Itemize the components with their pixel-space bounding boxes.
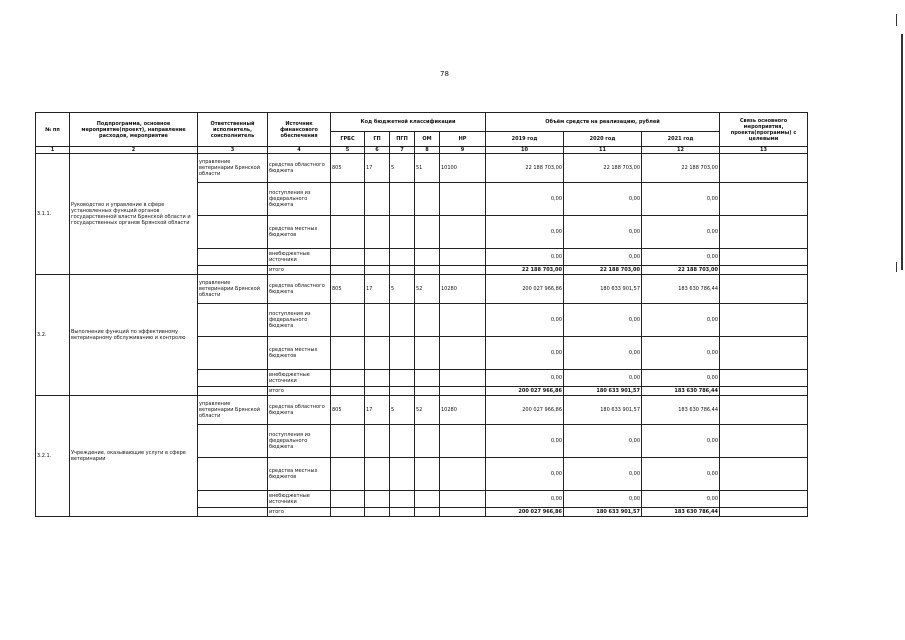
amount-2020: 0,00 (564, 491, 642, 508)
code-om: 52 (415, 275, 440, 304)
code-pgp (390, 425, 415, 458)
code-nr (440, 304, 486, 337)
responsible-executor-empty (198, 491, 268, 508)
code-pgp (390, 183, 415, 216)
column-number: 13 (720, 147, 808, 154)
responsible-executor: управление ветеринарии Брянской области (198, 275, 268, 304)
responsible-executor-empty (198, 304, 268, 337)
amount-2021: 0,00 (642, 491, 720, 508)
code-om: 51 (415, 154, 440, 183)
activity-name: Учреждение, оказывающие услуги в сфере ветеринарии (70, 396, 198, 517)
header-pgp: ПГП (390, 132, 415, 147)
code-gp (365, 249, 390, 266)
table-row-regional (36, 275, 808, 304)
amount-2021: 0,00 (642, 458, 720, 491)
link-to-targets (720, 304, 808, 337)
link-to-targets (720, 216, 808, 249)
code-grbs (331, 491, 365, 508)
responsible-executor-empty (198, 458, 268, 491)
funding-source: итого (268, 266, 331, 275)
link-to-targets (720, 458, 808, 491)
amount-2020: 180 633 901,57 (564, 396, 642, 425)
code-om (415, 425, 440, 458)
link-to-targets (720, 275, 808, 304)
code-pgp (390, 216, 415, 249)
code-om (415, 304, 440, 337)
amount-2020: 0,00 (564, 249, 642, 266)
code-om (415, 266, 440, 275)
header-num: № пп (36, 113, 70, 147)
code-nr (440, 491, 486, 508)
code-om (415, 508, 440, 517)
amount-2021: 183 630 786,44 (642, 508, 720, 517)
table-row-regional (36, 154, 808, 183)
amount-2020: 22 188 703,00 (564, 266, 642, 275)
code-grbs: 805 (331, 396, 365, 425)
code-pgp (390, 249, 415, 266)
code-pgp (390, 337, 415, 370)
funding-source: поступления из федерального бюджета (268, 425, 331, 458)
header-responsible: Ответственный исполнитель, соисполнитель (198, 113, 268, 147)
funding-source: средства местных бюджетов (268, 337, 331, 370)
header-2021: 2021 год (642, 132, 720, 147)
amount-2019: 200 027 966,86 (486, 387, 564, 396)
code-grbs (331, 508, 365, 517)
column-number: 5 (331, 147, 365, 154)
amount-2021: 0,00 (642, 216, 720, 249)
responsible-executor: управление ветеринарии Брянской области (198, 396, 268, 425)
header-2020: 2020 год (564, 132, 642, 147)
code-grbs (331, 337, 365, 370)
code-grbs (331, 183, 365, 216)
code-grbs (331, 304, 365, 337)
code-nr: 10280 (440, 275, 486, 304)
header-row-1 (36, 113, 808, 132)
responsible-executor-empty (198, 508, 268, 517)
code-pgp (390, 370, 415, 387)
code-gp: 17 (365, 396, 390, 425)
amount-2021: 0,00 (642, 249, 720, 266)
link-to-targets (720, 425, 808, 458)
amount-2021: 22 188 703,00 (642, 154, 720, 183)
code-nr (440, 508, 486, 517)
code-om (415, 491, 440, 508)
code-gp (365, 266, 390, 275)
code-om (415, 249, 440, 266)
column-number-row (36, 147, 808, 154)
funding-source: итого (268, 387, 331, 396)
header-gp: ГП (365, 132, 390, 147)
column-number: 6 (365, 147, 390, 154)
funding-source: средства областного бюджета (268, 396, 331, 425)
code-grbs (331, 370, 365, 387)
scan-edge-mark-right (901, 34, 903, 270)
column-number: 11 (564, 147, 642, 154)
row-number: 3.2.1. (36, 396, 70, 517)
code-gp (365, 370, 390, 387)
funding-source: средства областного бюджета (268, 275, 331, 304)
header-program: Подпрограмма, основное мероприятие(проект), направление расходов, мероприятие (70, 113, 198, 147)
code-nr (440, 387, 486, 396)
responsible-executor-empty (198, 337, 268, 370)
column-number: 10 (486, 147, 564, 154)
code-om (415, 370, 440, 387)
responsible-executor-empty (198, 249, 268, 266)
funding-source: внебюджетные источники (268, 370, 331, 387)
code-pgp (390, 508, 415, 517)
amount-2020: 0,00 (564, 458, 642, 491)
code-om (415, 387, 440, 396)
column-number: 12 (642, 147, 720, 154)
link-to-targets (720, 491, 808, 508)
amount-2020: 0,00 (564, 216, 642, 249)
activity-name: Руководство и управление в сфере установленных функций органов государственной власти Брянской области и государственных органов Брянской области (70, 154, 198, 275)
amount-2019: 0,00 (486, 425, 564, 458)
amount-2019: 0,00 (486, 491, 564, 508)
code-om (415, 337, 440, 370)
responsible-executor: управление ветеринарии Брянской области (198, 154, 268, 183)
code-om (415, 216, 440, 249)
link-to-targets (720, 154, 808, 183)
code-nr (440, 370, 486, 387)
code-pgp: 5 (390, 275, 415, 304)
funding-source: внебюджетные источники (268, 491, 331, 508)
funding-source: поступления из федерального бюджета (268, 304, 331, 337)
row-number: 3.1.1. (36, 154, 70, 275)
code-grbs (331, 458, 365, 491)
code-nr (440, 183, 486, 216)
amount-2019: 200 027 966,86 (486, 275, 564, 304)
amount-2019: 0,00 (486, 458, 564, 491)
column-number: 7 (390, 147, 415, 154)
amount-2020: 180 633 901,57 (564, 275, 642, 304)
amount-2020: 22 188 703,00 (564, 154, 642, 183)
code-grbs (331, 266, 365, 275)
code-nr: 10100 (440, 154, 486, 183)
code-pgp (390, 491, 415, 508)
code-gp (365, 458, 390, 491)
funding-source: средства местных бюджетов (268, 216, 331, 249)
scan-edge-mark-mid (896, 262, 897, 272)
code-gp (365, 183, 390, 216)
code-nr (440, 458, 486, 491)
amount-2019: 0,00 (486, 249, 564, 266)
code-grbs: 805 (331, 275, 365, 304)
code-grbs (331, 249, 365, 266)
funding-source: средства областного бюджета (268, 154, 331, 183)
code-om (415, 458, 440, 491)
code-gp: 17 (365, 275, 390, 304)
responsible-executor-empty (198, 387, 268, 396)
funding-source: средства местных бюджетов (268, 458, 331, 491)
code-nr (440, 249, 486, 266)
code-grbs (331, 425, 365, 458)
responsible-executor-empty (198, 216, 268, 249)
amount-2021: 183 630 786,44 (642, 396, 720, 425)
code-nr (440, 337, 486, 370)
column-number: 2 (70, 147, 198, 154)
link-to-targets (720, 183, 808, 216)
header-grbs: ГРБС (331, 132, 365, 147)
amount-2021: 183 630 786,44 (642, 387, 720, 396)
amount-2019: 0,00 (486, 337, 564, 370)
amount-2021: 0,00 (642, 183, 720, 216)
amount-2019: 200 027 966,86 (486, 396, 564, 425)
activity-name: Выполнение функций по эффективному ветеринарному обслуживанию и контролю (70, 275, 198, 396)
code-gp (365, 304, 390, 337)
amount-2019: 22 188 703,00 (486, 154, 564, 183)
header-2019: 2019 год (486, 132, 564, 147)
code-pgp (390, 304, 415, 337)
amount-2021: 0,00 (642, 425, 720, 458)
code-om (415, 183, 440, 216)
code-gp (365, 216, 390, 249)
responsible-executor-empty (198, 370, 268, 387)
amount-2020: 0,00 (564, 425, 642, 458)
funding-source: итого (268, 508, 331, 517)
amount-2021: 0,00 (642, 304, 720, 337)
amount-2021: 0,00 (642, 370, 720, 387)
link-to-targets (720, 387, 808, 396)
code-gp (365, 387, 390, 396)
amount-2021: 183 630 786,44 (642, 275, 720, 304)
amount-2021: 22 188 703,00 (642, 266, 720, 275)
column-number: 9 (440, 147, 486, 154)
amount-2020: 0,00 (564, 183, 642, 216)
code-pgp: 5 (390, 154, 415, 183)
code-gp: 17 (365, 154, 390, 183)
header-budget-code: Код бюджетной классификации (331, 113, 486, 132)
column-number: 1 (36, 147, 70, 154)
amount-2019: 22 188 703,00 (486, 266, 564, 275)
responsible-executor-empty (198, 183, 268, 216)
scan-edge-mark-top (896, 14, 897, 26)
amount-2019: 0,00 (486, 304, 564, 337)
link-to-targets (720, 266, 808, 275)
funding-source: поступления из федерального бюджета (268, 183, 331, 216)
link-to-targets (720, 337, 808, 370)
link-to-targets (720, 370, 808, 387)
amount-2021: 0,00 (642, 337, 720, 370)
amount-2020: 0,00 (564, 370, 642, 387)
code-pgp: 5 (390, 396, 415, 425)
amount-2020: 180 633 901,57 (564, 508, 642, 517)
link-to-targets (720, 508, 808, 517)
code-gp (365, 508, 390, 517)
code-grbs (331, 387, 365, 396)
code-om: 52 (415, 396, 440, 425)
table-row-regional (36, 396, 808, 425)
code-grbs: 805 (331, 154, 365, 183)
amount-2019: 200 027 966,86 (486, 508, 564, 517)
funding-source: внебюджетные источники (268, 249, 331, 266)
code-nr (440, 216, 486, 249)
amount-2020: 180 633 901,57 (564, 387, 642, 396)
code-nr (440, 266, 486, 275)
header-link: Связь основного мероприятия, проекта(программы) с целевыми (720, 113, 808, 147)
responsible-executor-empty (198, 266, 268, 275)
amount-2019: 0,00 (486, 370, 564, 387)
code-gp (365, 337, 390, 370)
amount-2019: 0,00 (486, 183, 564, 216)
column-number: 8 (415, 147, 440, 154)
code-gp (365, 491, 390, 508)
code-nr (440, 425, 486, 458)
column-number: 3 (198, 147, 268, 154)
header-om: ОМ (415, 132, 440, 147)
code-pgp (390, 387, 415, 396)
code-pgp (390, 266, 415, 275)
header-volume: Объём средств на реализацию, рублей (486, 113, 720, 132)
amount-2020: 0,00 (564, 304, 642, 337)
row-number: 3.2. (36, 275, 70, 396)
amount-2020: 0,00 (564, 337, 642, 370)
code-pgp (390, 458, 415, 491)
budget-table (35, 112, 808, 517)
header-nr: НР (440, 132, 486, 147)
code-grbs (331, 216, 365, 249)
link-to-targets (720, 396, 808, 425)
responsible-executor-empty (198, 425, 268, 458)
code-gp (365, 425, 390, 458)
code-nr: 10280 (440, 396, 486, 425)
amount-2019: 0,00 (486, 216, 564, 249)
column-number: 4 (268, 147, 331, 154)
link-to-targets (720, 249, 808, 266)
page-number: 78 (440, 70, 449, 78)
header-source: Источник финансового обеспечения (268, 113, 331, 147)
